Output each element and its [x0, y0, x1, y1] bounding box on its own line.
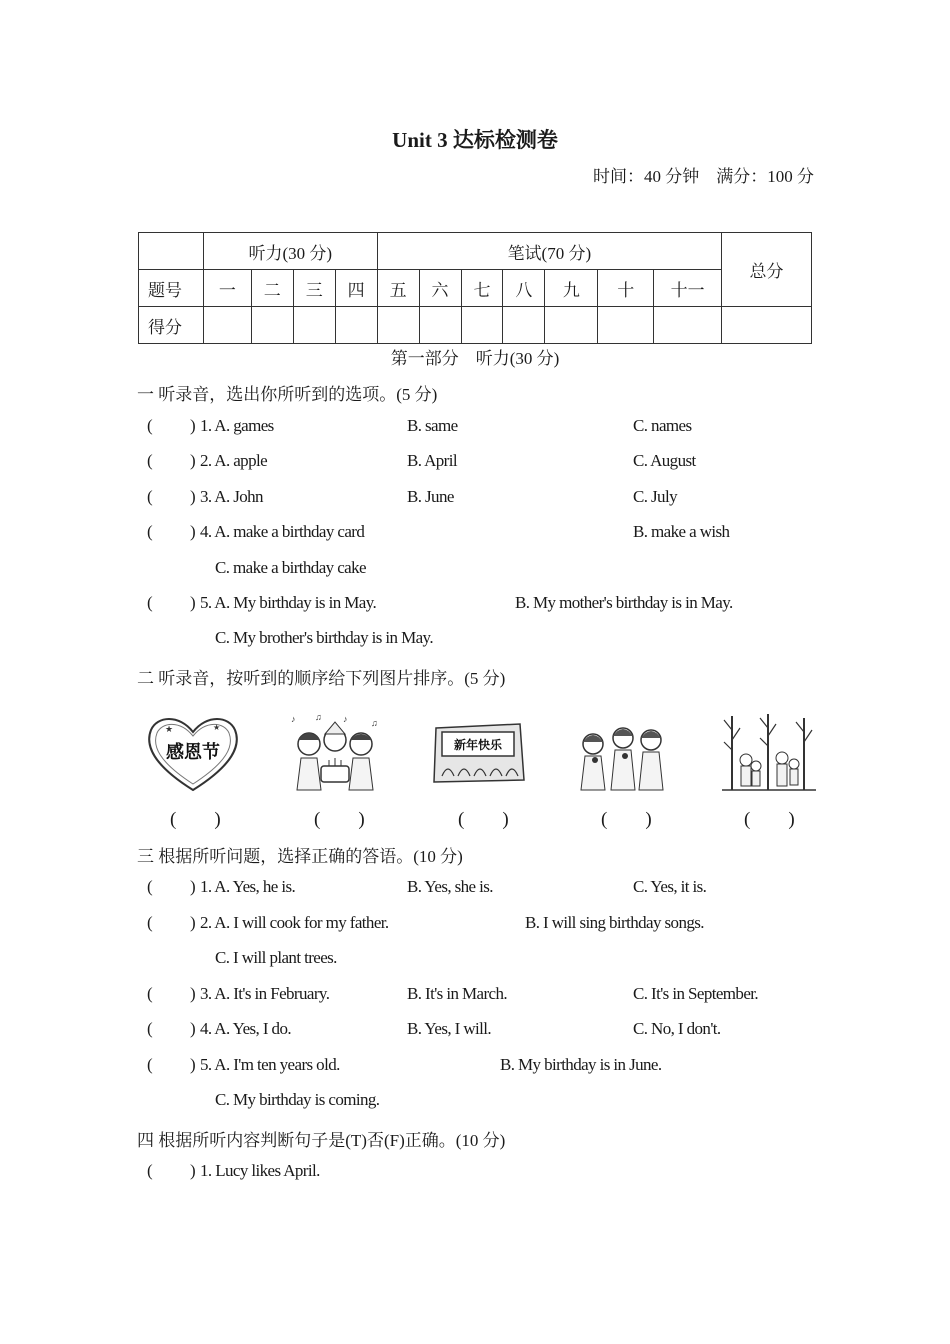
score-cell[interactable] [419, 307, 461, 344]
picture-order-blank[interactable]: ( ) [458, 809, 509, 830]
new-year-label: 新年快乐 [453, 738, 503, 752]
s3-q1-option-c: C. Yes, it is. [633, 877, 707, 896]
section-1-heading: 一 听录音，选出你所听到的选项。(5 分) [137, 385, 438, 404]
number-cell: 十一 [654, 270, 722, 307]
table-corner-cell [139, 233, 204, 270]
answer-open-paren: ( [147, 913, 153, 932]
s3-q5-option-b: B. My birthday is in June. [500, 1055, 662, 1074]
answer-open-paren: ( [147, 1019, 153, 1038]
s3-q3-option-a: 3. A. It's in February. [200, 984, 330, 1003]
s3-q2-option-b: B. I will sing birthday songs. [525, 913, 704, 932]
s3-q4-option-c: C. No, I don't. [633, 1019, 721, 1038]
part-title: 第一部分 听力(30 分) [390, 349, 560, 368]
s3-q2-option-a: 2. A. I will cook for my father. [200, 913, 389, 932]
picture-order-blank[interactable]: ( ) [601, 809, 652, 830]
score-cell[interactable] [598, 307, 654, 344]
number-cell: 一 [203, 270, 251, 307]
page-title: Unit 3 达标检测卷 [392, 128, 558, 152]
answer-close-paren[interactable]: ) [190, 1055, 196, 1074]
s1-q3-option-c: C. July [633, 487, 677, 506]
score-table [138, 232, 812, 344]
new-year-card-icon [428, 710, 528, 796]
answer-close-paren[interactable]: ) [190, 451, 196, 470]
s1-q5-option-a: 5. A. My birthday is in May. [200, 593, 377, 612]
score-cell[interactable] [377, 307, 419, 344]
answer-open-paren: ( [147, 487, 153, 506]
s1-q4-option-b: B. make a wish [633, 522, 730, 541]
svg-text:♫: ♫ [315, 712, 322, 722]
score-cell[interactable] [203, 307, 251, 344]
s4-q1-statement: 1. Lucy likes April. [200, 1161, 320, 1180]
s3-q5-option-a: 5. A. I'm ten years old. [200, 1055, 340, 1074]
answer-close-paren[interactable]: ) [190, 877, 196, 896]
answer-open-paren: ( [147, 593, 153, 612]
score-cell[interactable] [335, 307, 377, 344]
s1-q2-option-c: C. August [633, 451, 696, 470]
section-2-heading: 二 听录音，按听到的顺序给下列图片排序。(5 分) [137, 669, 506, 688]
svg-text:★: ★ [213, 723, 221, 732]
answer-open-paren: ( [147, 1055, 153, 1074]
score-cell[interactable] [251, 307, 293, 344]
s1-q4-option-c: C. make a birthday cake [215, 558, 366, 577]
number-cell: 二 [251, 270, 293, 307]
s1-q5-option-c: C. My brother's birthday is in May. [215, 628, 433, 647]
answer-close-paren[interactable]: ) [190, 913, 196, 932]
s1-q3-option-b: B. June [407, 487, 454, 506]
score-cell[interactable] [654, 307, 722, 344]
number-cell: 三 [293, 270, 335, 307]
s1-q5-option-b: B. My mother's birthday is in May. [515, 593, 733, 612]
children-singing-icon [573, 710, 673, 796]
s3-q1-option-a: 1. A. Yes, he is. [200, 877, 296, 896]
total-header: 总分 [722, 233, 812, 307]
answer-open-paren: ( [147, 416, 153, 435]
s1-q4-option-a: 4. A. make a birthday card [200, 522, 365, 541]
svg-text:♫: ♫ [371, 718, 378, 728]
score-cell[interactable] [545, 307, 598, 344]
number-cell: 七 [461, 270, 503, 307]
number-row-label: 题号 [139, 270, 204, 307]
answer-open-paren: ( [147, 877, 153, 896]
score-cell[interactable] [461, 307, 503, 344]
answer-open-paren: ( [147, 522, 153, 541]
svg-text:♪: ♪ [291, 714, 296, 724]
picture-order-blank[interactable]: ( ) [744, 809, 795, 830]
s1-q1-option-b: B. same [407, 416, 458, 435]
picture-order-blank[interactable]: ( ) [314, 809, 365, 830]
number-cell: 六 [419, 270, 461, 307]
answer-close-paren[interactable]: ) [190, 1019, 196, 1038]
number-cell: 十 [598, 270, 654, 307]
score-cell[interactable] [293, 307, 335, 344]
s3-q4-option-a: 4. A. Yes, I do. [200, 1019, 292, 1038]
score-cell[interactable] [722, 307, 812, 344]
thanksgiving-label: 感恩节 [166, 742, 220, 763]
answer-close-paren[interactable]: ) [190, 1161, 196, 1180]
exam-meta: 时间：40 分钟 满分：100 分 [593, 167, 814, 186]
answer-close-paren[interactable]: ) [190, 522, 196, 541]
writing-header: 笔试(70 分) [377, 233, 721, 270]
thanksgiving-heart-icon [143, 710, 243, 796]
number-cell: 八 [503, 270, 545, 307]
s3-q3-option-b: B. It's in March. [407, 984, 508, 1003]
picture-order-blank[interactable]: ( ) [170, 809, 221, 830]
s1-q2-option-a: 2. A. apple [200, 451, 268, 470]
section-3-heading: 三 根据所听问题，选择正确的答语。(10 分) [137, 847, 463, 866]
tree-planting-icon [718, 710, 818, 796]
answer-close-paren[interactable]: ) [190, 416, 196, 435]
birthday-party-icon [285, 710, 385, 796]
score-row-label: 得分 [139, 307, 204, 344]
s3-q1-option-b: B. Yes, she is. [407, 877, 493, 896]
s1-q1-option-a: 1. A. games [200, 416, 274, 435]
listening-header: 听力(30 分) [203, 233, 377, 270]
s1-q3-option-a: 3. A. John [200, 487, 263, 506]
answer-open-paren: ( [147, 1161, 153, 1180]
number-cell: 五 [377, 270, 419, 307]
answer-open-paren: ( [147, 984, 153, 1003]
number-cell: 九 [545, 270, 598, 307]
section-4-heading: 四 根据所听内容判断句子是(T)否(F)正确。(10 分) [137, 1131, 506, 1150]
s1-q1-option-c: C. names [633, 416, 692, 435]
answer-close-paren[interactable]: ) [190, 984, 196, 1003]
svg-text:♪: ♪ [343, 714, 348, 724]
svg-text:★: ★ [165, 724, 174, 734]
score-cell[interactable] [503, 307, 545, 344]
s3-q2-option-c: C. I will plant trees. [215, 948, 337, 967]
s3-q5-option-c: C. My birthday is coming. [215, 1090, 380, 1109]
number-cell: 四 [335, 270, 377, 307]
s1-q2-option-b: B. April [407, 451, 457, 470]
s3-q3-option-c: C. It's in September. [633, 984, 759, 1003]
answer-open-paren: ( [147, 451, 153, 470]
answer-close-paren[interactable]: ) [190, 593, 196, 612]
answer-close-paren[interactable]: ) [190, 487, 196, 506]
s3-q4-option-b: B. Yes, I will. [407, 1019, 492, 1038]
